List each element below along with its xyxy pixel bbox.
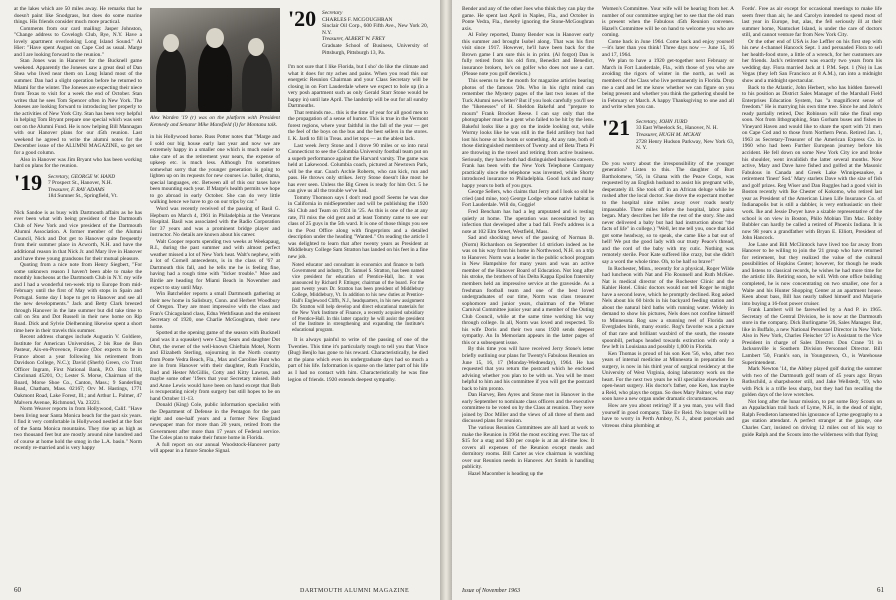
paragraph: at the lakes which are 50 miles away. He remarks that he doesn't paint like Snodgrass, but does do some marine things. His friends consider much more practical.	[14, 6, 142, 26]
paragraph: Do you worry about the irresponsibility of the younger generation? Listen to this. The daughter of Burt Bartholomew, '56, in Ghana with the Peace Corps, was requested by an English husband to assist his pregnant wife, desperately ill. She took off in an African deluge while he rushed after the local doctor. Sue drove the expectant mother to the hospital nine miles away over roads nearly impassable. Three miles before the hospital, labor pains began. Mary describes her life the rest of the story. She and never delivered a baby but had had instruction about "the facts of life" in college.) "Well, let me tell you, once that kid got some headway, so to speak, she came like a bat out of hell! We put the good lady with our trusty Peace's thread, and the cord of the baby with my cutic. Nothing was remotely sterile. Poor Kate suffered like crazy, but she didn't say a word the whole time. Oh, to be half so brave!"	[602, 160, 734, 265]
paragraph: Hazel Macomber is heading up the	[468, 470, 544, 477]
paragraph: I'm not sure that I like Florida, but I sho' do like the climate and what it does for my aches and pains. When you read this our energetic Reunion Chairman and your Class Secretary will be closing in on Fort Lauderdale where we expect to hole up (in a very posh apartment such as only Gerald Starr Stone would be happy in) until late April. The landstrip will be out for all sundry Dartmouths.	[288, 64, 428, 110]
right-column-3	[742, 6, 882, 578]
paragraph: Comments from our card mailing: Jasper Johnston, "Change address to Covelogh Club, Rye, N.Y. Have a lovely apartment overlooking Long Island Sound." Al Hier: "Have spent August on Cape Cod as usual. Marge and I are looking forward to the reunion."	[14, 25, 142, 58]
paragraph: Fords'. Free as air except for occasional meetings to make life seem freer than air, he and Carolyn intended to spend most of last year in Europe, but, alas, the fell seriously ill at their summer home, Nantucket Island, is under the care of doctors still, and cannot venture far from New York City.	[742, 6, 882, 39]
paragraph: Not long after the lunar mission, to put some Boy Scouts on an Appalachian trail back of Lyme, N.H., in the dead of night, Ralph Fendleton lamented his ignorance of Lyme geography to a gas station attendant. A perfect stranger at the garage, one Charles Carr, insisted on driving 12 miles out of his way to guide Ralph and the Scouts into the wilderness with that flying	[742, 398, 882, 438]
right-column-2	[602, 6, 734, 578]
secretary-address: 33 East Wheelock St., Hanover, N. H.	[636, 125, 718, 132]
binding-gutter	[440, 0, 452, 600]
class-1921-header	[602, 114, 734, 157]
treasurer-line: Treasurer, ALBERT W. FREY	[322, 36, 385, 43]
paragraph: Or the other end of USA is Joe Leffler on his first step with his new 4-channel Hancock Sept. 1 and persuaded Flora to sell her health-food store, a little of a wrench, for her customers are her friends. Jack's retirement was exactly two years from his wedding day. Flora married Jack at 1 P.M. Sept. 1 (No) in Las Vegas (they left San Francisco at 8 A.M.), ran into a midnight show and a midnight spectacular.	[742, 38, 882, 85]
paragraph: George Sellers, who claims that Jerry and I look so old he cried (and mine, too) George Lodge whose native habitat is Fort Lauderdale. Will do, Goggie!	[462, 189, 594, 209]
paragraph: Ken Thomas is proud of his son Ken '56, who, after two years of internal medicine at Minnesota in preparation for surgery, is now in his third year of surgical residency at the University of West Virginia, doing laboratory work on the heart. For the next two years he will specialize elsewhere in open-heart surgery. His doctor's father, one Ken, has maybe a Reid, who plays the organ. So does Mary Palmer, who may soon have a new organ under dramatic circumstances.	[602, 350, 734, 403]
paragraph: Win Batchelder reports a small Dartmouth gathering at their new home in Salisbury, Conn. and Herbert Woodbury of Oregon. They are most impressive with the class and Fran's Chicagoland class, Edna Wethfisaun and the eminent Secretary of 1920, one Charlie McGoughran, their new home.	[150, 291, 280, 330]
left-col3-text	[288, 64, 428, 260]
class-1920-header	[288, 8, 428, 60]
paragraph: Last week Jerry Stone and I drove 90 miles or so into rural Connecticut to see the Columbia University football team put on a superb performance against the Harvard varsity. The game was held at Lakewood. Columbia coach, pictured at Newtown Park, will be the star. Coach Archie Roberts, who can kick, run and pass. He throws only strikes. Jerry Stone doesn't like most he has ever seen. Unless the Big Green is ready for him Oct. 5 he can give us all the trouble we've had.	[288, 142, 428, 195]
paragraph: How are you about retiring? If a yea man, you will find yourself in good company. Take Ev Reid. No longer will he have to worry in Perth Amboy, N. J., about porcelain and vitreous china plumbing at	[602, 402, 734, 429]
class-1919-header	[14, 169, 142, 206]
paragraph: in his Hollywood home. Russ Potter notes that "Marge and I sold our big house early last year and now we are extremely happy in a smaller one which is much easier to take care of as the retirement year nears, the expense of upkeep etc. is much less. Although I'm sometimes somewhat sorry that the younger generation is going to lighten up on its requests for new courses i.e. ballet, drama, special languages, etc. Between all of this our taxes have been mounting each year. If Marge's health permits we hope to go abroad in early October. She can do very little walking hence we have to go on our trips by car."	[150, 134, 280, 206]
treasurer-address: Graduate School of Business, University of Pittsburgh, Pittsburgh 13, Pa.	[322, 42, 428, 56]
paragraph: Tommy Thomson says I don't read good! Seems he was due in California in midSeptember and will be publishing the 1920 Ski Club and Team on 1924 in '25. As this is one of the at any rate, I'll miss the old gent and at least Tommy came to see our class of 25 guys in the 5th ward. It is one of those things you see in the Post Office along with fingerprints and a detailed description under the heading "Wanted." On reading the article I was delighted to learn that after twenty years as President at Middlebury College Sam Stratton has landed on his feet in a fine new job.	[288, 194, 428, 260]
paragraph: Frank Lambert will be farewelled by a And P. in 1965. Secretary of the Central Division, he is now at the Dartmouth store in the company. Dick Burlingame '26, Sales Manager. But, like in Buffalo, a new National Personnel Director in New York. Also in New York, Charles Fleischer '27 is Assistant to the Vice President in charge of Sales Director. Don Crane '31 in Jacksonville is Southern Division Personnel Director. Bill Lambert '50, Frank's son, in Youngstown, O., is Warehouse Superintendent.	[742, 307, 882, 366]
paragraph: Fred Bencham has had a leg amputated and is resting quietly at home. The operation was necessitated by an infection that developed after a bad fall. Fred's address is a note at 102 Elm Street, Westfield, Mass.	[462, 208, 594, 235]
paragraph: Come back in June 1964. Come back and enjoy yourself—it's later than you think! Three days now — June 15, 16 and 17, 1964.	[602, 38, 734, 58]
quoted-note: Noted educator and consultant in economics and finance to both Government and industry, Dr. Samuel S. Stratton, has been named vice president for education of Prentice-Hall, Inc. it was announced by Richard P. Ettinger, chairman of the board. For the past twenty years Dr. Stratton has been president of Middlebury College, Middlebury, Vt. In addition to his new duties at Prentice-Hall's Englewood Cliffs, N.J., headquarters, in his new assignment Dr. Stratton will help develop and direct educational materials for the New York Institute of Finance, a recently acquired subsidiary of Prentice-Hall. In this latter capacity he will assist the president of the Institute in strengthening and expanding the Institute's educational program.	[292, 263, 424, 334]
treasurer-line: Treasurer, F. RAY ADAMS	[48, 186, 105, 193]
paragraph: That reminds me... this is the time of year for all good men to the propagation of a sense of humor. This is true in the Vermont forest regions, where your faithful in the fall of the year — get the feel of the boys on the bus and the best sellers in the stores. I. K. Jardi to fill in Treas. and let tops — as the ablest lack.	[288, 109, 428, 143]
paragraph: Stan Jones was in Hanover for the Bucknell game weekend. Apparently the Joneses saw a great deal of Dan Shea who lived near them on Long Island most of the summer. Dan had a slight operation before he returned to Miami for the winter. The Joneses are expecting their niece from Texas to visit for a week the end of October. Stan writes that he sees Tom Spencer often in New York. The Joneses are looking forward to introducing her properly to the activities of New York City. Stan has been very helpful in helping Tom Bryant prepare one special which was sent out on the Alumni Fund. He is now helping Bill Mannagan with our Hanover plans for our 45th reunion. Last weekend he agreed to write the alumni notes for the December issue of the ALUMNI MAGAZINE, so get set for a good column.	[14, 58, 142, 157]
paragraph: Recent address changes include Augustin V. Goldiere, Institute for American Universities, 2 bis Rue de Bon Pasteur, Aix-en-Provence, France (Doc expects to be in France about a year following his retirement from Davidson College, N.C.); David (Sherb) Green, c/o Trust Officer Ingram, First National Bank, P.O. Box 1118, Cincinnati 45201, O.; Lester S. Morse, Chairman of the Board, Morse Shoe Co., Canton, Mass.; 9 Sanderling Road, Chatham, Mass. 02167; Orv M. Hastings, 1771 Oakmont Road, Lake Forest, Ill.; and Arthur L. Palmer, 47 Malvern Avenue, Richmond, Va. 23221.	[14, 334, 142, 406]
paragraph: Quoting from a nice note from Henry Siegbert, "For some unknown reason I haven't been able to make the monthly luncheons at the Dartmouth Club in N.Y. my wife and I had a wonderful ten-week trip to Europe from mid-February until the first of May with stops in Spain and Portugal. Some day I hope to get to Hanover and see all the new developments." Jack and Betty Clark breezed through Hanover in the late summer but did take time to call on Stu and Dot Russell in their new home on Rip Road. Dick and Sylvie Dielhenning likewise spent a short time here in their travels this summer.	[14, 262, 142, 334]
right-col1-text	[462, 6, 594, 477]
class-officers	[322, 10, 428, 56]
paragraph: Mark Newton '14, the Abbey played golf during the summer with two of the Dartmouth golf team of 45 years ago: Bryan Rothschild, a sharpshooter still, and Jake Wellstedt, '19, who with Pick is a trifle less sharp, but they had fun recalling the golden days of the love wretches.	[742, 366, 882, 399]
left-col1-text	[14, 6, 142, 170]
left-page	[0, 0, 440, 600]
secretary-line: Secretary	[322, 10, 343, 16]
secretary-line: Secretary, GEORGE W. HAND	[48, 173, 116, 180]
secretary-address: Sinclair Oil Corp., 600 Fifth Ave., New York 20, N.Y.	[322, 23, 428, 36]
paragraph: Donald (King) Cole, public information specialist with the Department of Defense in the Pentagon for the past eight and one-half years and a former New England newspaper man for more than 20 years, retired from the Government after more than 17 years of Federal service. The Coles plan to make their future home in Florida.	[150, 402, 280, 442]
right-col2-text	[602, 6, 734, 111]
right-col2b-text	[602, 161, 734, 429]
col3-tail: It is always painful to write of the passing of one of the Twenties. This time it's particularly tough to tell you that Vince (Bug) Benjlo has gone to his reward. Characteristically, he died at the piano which even its undergraduate days had so much a part of his life. Information is sparse on the latter part of his life as I had no contact with him. Characteristically he was fine legion of friends. 1920 extends deepest sympathy.	[288, 337, 428, 383]
paragraph: Also in Hanover was Jim Bryant who has been working hard on plans for the reunion.	[14, 156, 142, 170]
paragraph: Women's Committee. Your wife will be hearing from her. A number of our committee urging her to see that the old man is present when the Fabulous 45th Reunion convenes. Hazel's Committee will be on hand to welcome you who are coming.	[602, 6, 734, 39]
paragraph: The various Reunion Committees are all hard at work to make the Reunion in 1964 the most exciting ever. The tax of $15 for a stag and $30 per couple is at an all-time low. It covers all expenses of the Reunion except meals and dormitory rooms. Bill Carter as vice chairman is watching over our Reunion needs in Hanover. Art Smith is handling publicity.	[462, 425, 594, 471]
treasurer-address: 2728 Henry Hudson Parkway, New York 63, N. Y.	[636, 138, 734, 152]
class-year: '19	[14, 169, 43, 195]
class-year: '21	[602, 114, 631, 140]
paragraph: Word was recently received of the passing of Basil G. Hepburn on March 4, 1961 in Philadelphia at the Veterans Hospital. Basil was associated with the Radio Corporation for 37 years and was a prominent bridge player and instructor. No details are known about his career.	[150, 206, 280, 239]
page-number-right: 61	[877, 586, 884, 594]
left-col2-text	[150, 134, 280, 455]
paragraph: Bender and any of the other Joes who think they can play the game. He spent last April in Naples, Fla., and October in Ponte Vedra, Fla., thereby ignoring the Stone-McGoughran axis.	[462, 6, 594, 32]
right-page	[452, 0, 896, 600]
left-column-1	[14, 6, 142, 578]
treasurer-address: 184 Sumner St., Springfield, Vt.	[48, 193, 118, 200]
issue-line: Issue of November 1963	[462, 588, 521, 594]
paragraph: Joe Lane and Bill McClintock have lived too far away from Hanover to be willing to join the '21 group who have returned for retirement, but they realized the value of the cultural possibilities of Hopkins Center; however, for though he reads and listens to classical records, he wishes he had more time for the artistic life. Retiring soon, he will. With one office building completed, he is now concentrating on two smaller, one for a Waite and his Hunter Shopping Center at an apartment house. Keen about bass, Bill has nearly talked himself and Marjorie into buying a 16-foot power cruiser.	[742, 241, 882, 307]
left-column-2	[150, 6, 280, 578]
secretary-address: 7 Prospect St., Hanover, N.H.	[48, 180, 113, 187]
page-number-left: 60	[14, 586, 21, 594]
news-photo	[150, 8, 280, 112]
class-year: '20	[288, 6, 317, 31]
class-officers	[636, 119, 734, 152]
paragraph: Spotted at the opening game of the season with Bucknell (and was it a squeaker) were Chug Sears and daughter Dot Ohrt, the owner of the well-known Chieftain Motel, Norm and Elizabeth Sterling, sojourning in the North country from Ponte Vedra Beach, Fla., Max and Caroline Hunt who are in from Hanover with their daughter, Ruth Fracklin, Bud and Hester McGillis, Cotty and Kitty Lawton, and maybe some other '19ers that your Secretary missed. Bob and Anne Lewis would have been on hand except that Bob is recuperating nicely from surgery but still hopes to be on hand October 11-13.	[150, 330, 280, 402]
magazine-title: DARTMOUTH ALUMNI MAGAZINE	[300, 588, 410, 594]
paragraph: Back to the Atlantic, John Herbert, who has hidden farewell to his position as District Sales Manager of the Marshall Field Enterprises Education System, has "a magnificent sense of freedom." He is marrying his own time tree. Since he and John's ready partially retired, Doc Robinson will take the final step soon. Not from lithographing, Stan Gorham buses and fishes in Vineyard Haven and would like to share the sport with '21 men on Cape Cod and to those from Northern Penn. Retired Jan. 1, 1963 as Secretary-Treasurer of the American Express Co. in 1960 who had been Further European journey before his accident. He fell down on some New York City ice and broke his shoulder, went invalidish the latter several months. Now active, Mary and Dave have fished and golfed at the Masonic Fabulous in Canada and Greek Lake Winnipesaukee, a retirement 'finest' Sod.' Mary starlets Dave with the size of fish and golf prizes. Reg Wiser and Dan Ruggles had a good visit in Boston recently with Ike Chester of Kokomo, who retired last year as President of the American Linen Life Insurance Co. of Indianapolis but is still a dabbler, is very enthusiastic on their work. Ike and Jessie Dwyer have a sizable representative of the school is on view in Boston, Philo Mobian Tim Mac. Bobby Bubbler can hardly be called a retired of Phoenix Indiana. It is now 98 years a grandfather with Bryan E. Elliott, President of John Hancock.	[742, 84, 882, 242]
paragraph: This seems to be the month for magazine articles bearing photos of the famous '20s. Who in his right mind can remember the Mystery pages of the last two issues of the Tuck Alumni news letter? But if you look carefully you'll see the "likenesses" of H. Sheldon Bakeful and "prepare to mourn" Frank Brocket Reese. I can say only that the photographer must be a gent who failed to be hit by the lens. Bakeful looks like a guy on the inside looking out, while Wormy looks like he was still in the field artillery but had lost his horse or his boots or something. At any rate, both of those distinguished members of Twenty and of Beta Theta Pi are throwing in the towel and retiring from active business. Seriously, they have both had distinguished business careers. Frank has been with the New York Telephone Company practically since the telephone was invented, while Shorty introduced insurance to Philadelphia. Good luck and many happy years to both of you guys.	[462, 78, 594, 189]
paragraph: Norm Weaver reports in from Hollywood, Calif. "Have been living near Santa Monica beach for the past six years. I find it very comfortable in Hollywood nestled at the foot of the Santa Monica mountains. They rise up as high as two thousand feet but are mostly around nine hundred and of course at home hold the smog in the L.A. basin." Norm recently re-married and is very happy	[14, 406, 142, 452]
paragraph: Walt Cooper reports spending two weeks at Weekapaug, R.I., during the past summer and with almost perfect weather missed a lot of New York heat. Walt's nephew, with a lot of Cornell antecedents, is in the class of '67 at Dartmouth this fall, and he tells me he is feeling fine, having had a rough time with "ticker trouble." Moe and Birdie are heading for Miami Beach in November and expect to stay until May.	[150, 238, 280, 291]
paragraph: We plan to have a 1920 get-together next February or March in Fort Lauderdale, Fla., with those of you who are avoiding the rigors of winter in the north, as well as members of the Class who live permanently in Florida. Drop me a card and let me know whether we can figure on you being present and whether you think the gathering should be in February or March. A happy Thanksgiving to one and all and write when you can.	[602, 58, 734, 111]
treasurer-line: Treasurer, HUGH M. MCKAY	[636, 131, 701, 138]
paragraph: Al Foley reported, Danny Bender was in Hanover early this summer and brought Isobel along. That was his first visit since 1917. However, he'll have been back for the Brown game I am sure this is in print. (Al forgot) Dan is fully retired from his old firm, Benedict and Benedict, insurance brokers, he's on golfer who does not use a cart. (Please note you golf derelicts.)	[462, 32, 594, 78]
paragraph: Dan Harvey, Ben Ayres and Stone met in Hanover in the early September to nominate class officers and the executive committee to be voted on by the Class at reunion. They were joined by Doc Miller and the views of all three of them and discussed plans for reunion.	[462, 392, 594, 425]
paragraph: A full report on our annual Woodstock-Hanover party will appear in a future Smoke Signal.	[150, 441, 280, 455]
secretary-line: Secretary, JOHN JURD	[636, 118, 688, 125]
class-officers	[48, 174, 118, 200]
paragraph: Sad and shocking news of the passing of Norman B. (Norm) Richardson on September 14 stricken indeed as he was on his way from his home in Northwood, N.H. on a trip to Hanover. Norm was a leader in the public school program in New Hampshire for many years and was an active member of the Hanover Board of Education. Not long after his stroke, the brothers of his Delta Kappa Epsilon fraternity members held an impressive service at the graveside. As a freshman football team and one of the best loved undergraduates of our time, Norm was class treasurer sophomore and junior years, chairman of the Winter Carnival Committee junior year and a member of the Outing Club Council, while at the same time working his way through college. In all, Norm was loved and respected. To his wife Doris and their two sons 1920 sends deepest sympathy. An In Memoriam appears in the latter pages of this or a subsequent issue.	[462, 235, 594, 346]
paragraph: By this time you will have received Jerry Stone's letter briefly outlining our plans for Twenty's Fabulous Reunion on June 15, 16, 17 (Monday-Wednesday), 1964. He has requested that you return the postcard which he enclosed advising whether you plan to be with us. You will be most helpful to him and his committee if you will get the postcard back to him pronto.	[462, 346, 594, 392]
photo-caption: Alex Warden '19 (r) was on the platform with President Kennedy and Senator Mike Mansfield (l) for Montana talk.	[150, 115, 280, 128]
left-column-3	[288, 6, 428, 578]
left-col1b-text	[14, 210, 142, 452]
secretary-name: CHARLES F. MCGOUGHRAN	[322, 16, 393, 23]
paragraph: In Rochester, Minn., recently for a physical, Roger Wilde had luncheon with Nat and Flo Rounsell and Ruth McKee. Nat is medical director of the Rochester Clinic and the Kahler Hotel. Clinic doctors would not tell Roger he might have a second leave, which he promptly declined. Rog asked Nels about his 60 birds in his backyard feeding station and about the natural bird baths with running water. Widely in demand to show his pictures, Nels does not confine himself to Minnesota. Rog saw a stunning reel of Florida and Everglades birds, many exotic. Rog's favorite was a picture of that rare and brilliant waxbird of the south, the roseate spoonbill, perhaps headed towards extinction with only a few left in Louisiana and possibly 1,000 in Florida.	[602, 265, 734, 351]
right-column-1	[462, 6, 594, 578]
paragraph: Nick Sandoe is as busy with Dartmouth affairs as he has ever been what with being president of the Dartmouth Club of New York and vice president of the Dartmouth Alumni Association. A former member of the Alumni Council, Nick and Dot get to Hanover quite frequently from their summer place in Acworth, N.H. and have the additional reason in that Nick Jr. and Mary live in Hanover and have three young grandsons for their mutual pleasure.	[14, 209, 142, 262]
right-col3-text	[742, 6, 882, 438]
